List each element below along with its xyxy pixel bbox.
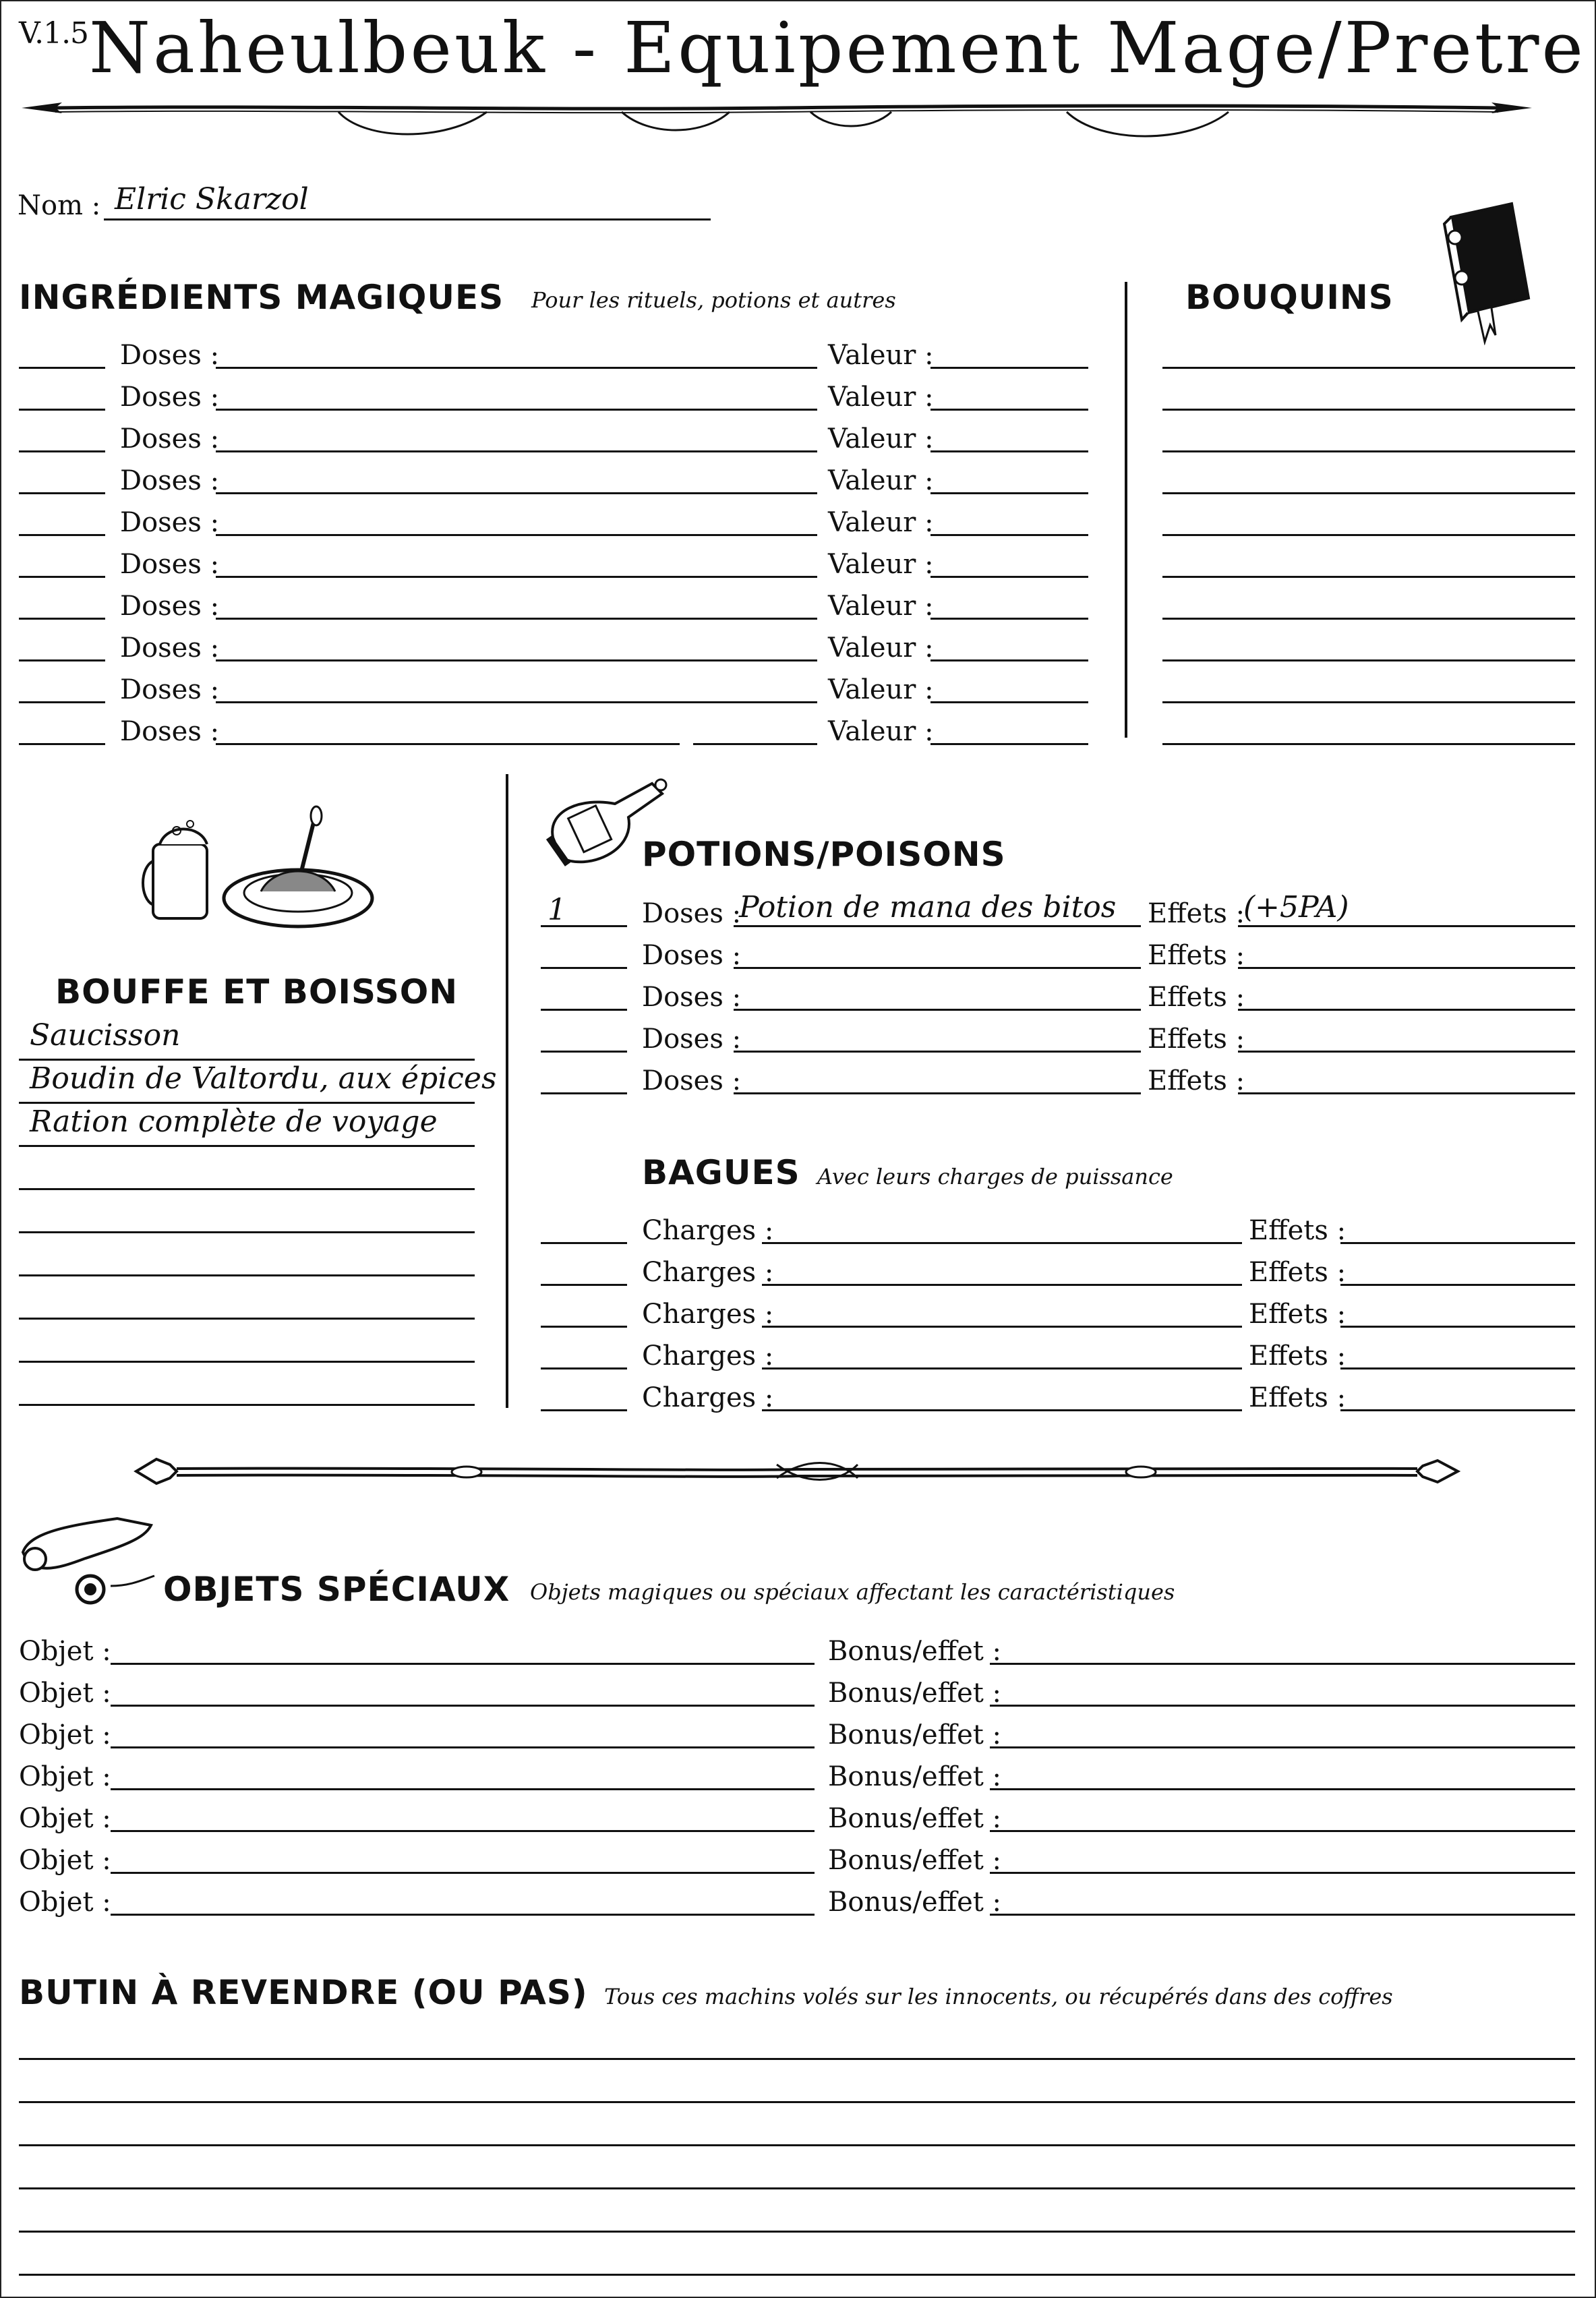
value-label: Valeur : <box>828 465 934 496</box>
effects-label: Effets : <box>1148 1024 1245 1055</box>
book-line <box>1162 701 1575 703</box>
bonus-label: Bonus/effet : <box>828 1887 1002 1918</box>
doses-label: Doses : <box>120 549 220 580</box>
ring-charges-line <box>762 1284 1242 1286</box>
potion-qty-line <box>541 1009 627 1011</box>
object-line <box>111 1830 815 1832</box>
bonus-line <box>990 1914 1575 1916</box>
food-line <box>19 1188 475 1190</box>
effects-label: Effets : <box>1249 1340 1347 1372</box>
wizard-staff-icon <box>129 1451 1465 1498</box>
book-line <box>1162 492 1575 494</box>
doses-label: Doses : <box>120 382 220 413</box>
ring-qty-line <box>541 1409 627 1411</box>
effects-label: Effets : <box>1148 1065 1245 1096</box>
potion-effect-line <box>1238 1092 1575 1094</box>
object-line <box>111 1872 815 1874</box>
effects-label: Effets : <box>1148 898 1245 929</box>
potions-title: POTIONS/POISONS <box>642 835 1006 874</box>
ingredient-value-line <box>930 618 1088 620</box>
object-label: Objet : <box>19 1678 111 1709</box>
charges-label: Charges : <box>642 1299 774 1330</box>
loot-line <box>19 2231 1575 2233</box>
ingredient-name-line <box>216 701 817 703</box>
food-plate-icon <box>140 804 376 939</box>
ingredient-value-line <box>930 659 1088 661</box>
ring-effect-line <box>1340 1326 1575 1328</box>
ingredient-qty-line <box>19 367 105 369</box>
potion-name-line <box>734 1009 1141 1011</box>
ingredient-value-line <box>930 492 1088 494</box>
potion-qty-line <box>541 1051 627 1053</box>
doses-label: Doses : <box>120 465 220 496</box>
bonus-line <box>990 1663 1575 1665</box>
ring-qty-line <box>541 1242 627 1244</box>
bonus-label: Bonus/effet : <box>828 1678 1002 1709</box>
food-line <box>19 1145 475 1147</box>
ingredient-name-line <box>216 618 817 620</box>
loot-line <box>19 2187 1575 2189</box>
loot-line <box>19 2274 1575 2276</box>
potion-name-line <box>734 925 1141 927</box>
ingredients-title: INGRÉDIENTS MAGIQUES <box>19 278 504 317</box>
object-line <box>111 1705 815 1707</box>
name-value[interactable]: Elric Skarzol <box>115 182 309 216</box>
rings-subtitle: Avec leurs charges de puissance <box>817 1164 1173 1189</box>
name-line <box>104 218 711 220</box>
effects-label: Effets : <box>1148 940 1245 971</box>
object-label: Objet : <box>19 1636 111 1667</box>
food-line <box>19 1102 475 1104</box>
ingredient-value-line <box>930 576 1088 578</box>
charges-label: Charges : <box>642 1215 774 1246</box>
food-entry[interactable]: Boudin de Valtordu, aux épices <box>30 1061 497 1096</box>
book-line <box>1162 450 1575 452</box>
loot-line <box>19 2058 1575 2060</box>
food-line <box>19 1404 475 1406</box>
doses-label: Doses : <box>120 340 220 371</box>
value-label: Valeur : <box>828 340 934 371</box>
ingredient-value-line <box>930 701 1088 703</box>
ring-qty-line <box>541 1284 627 1286</box>
book-line <box>1162 659 1575 661</box>
column-divider <box>1125 282 1127 738</box>
object-label: Objet : <box>19 1719 111 1750</box>
ingredient-qty-line <box>19 409 105 411</box>
potion-qty-line <box>541 1092 627 1094</box>
bonus-label: Bonus/effet : <box>828 1761 1002 1792</box>
ingredient-value-line <box>930 450 1088 452</box>
potion-effect[interactable]: (+5PA) <box>1243 890 1349 924</box>
rings-title: BAGUES <box>642 1153 800 1192</box>
ingredient-value-line <box>930 534 1088 536</box>
ingredient-name-line <box>693 743 817 745</box>
value-label: Valeur : <box>828 674 934 705</box>
ring-charges-line <box>762 1409 1242 1411</box>
bonus-line <box>990 1872 1575 1874</box>
doses-label: Doses : <box>120 423 220 454</box>
loot-subtitle: Tous ces machins volés sur les innocents, ou récupérés dans des coffres <box>604 1984 1393 2009</box>
ring-charges-line <box>762 1367 1242 1369</box>
ingredient-name-line <box>216 743 680 745</box>
ingredient-name-line <box>216 409 817 411</box>
ring-effect-line <box>1340 1284 1575 1286</box>
loot-title: BUTIN À REVENDRE (OU PAS) <box>19 1973 588 2012</box>
ingredient-qty-line <box>19 492 105 494</box>
bonus-label: Bonus/effet : <box>828 1719 1002 1750</box>
loot-line <box>19 2144 1575 2146</box>
middle-divider <box>506 774 508 1408</box>
ingredient-name-line <box>216 576 817 578</box>
ingredient-qty-line <box>19 743 105 745</box>
food-line <box>19 1231 475 1233</box>
food-entry[interactable]: Ration complète de voyage <box>30 1104 438 1139</box>
food-title: BOUFFE ET BOISSON <box>55 972 459 1011</box>
ring-qty-line <box>541 1367 627 1369</box>
loot-line <box>19 2101 1575 2103</box>
doses-label: Doses : <box>642 898 742 929</box>
ring-effect-line <box>1340 1409 1575 1411</box>
ingredient-value-line <box>930 409 1088 411</box>
effects-label: Effets : <box>1249 1215 1347 1246</box>
potion-effect-line <box>1238 1051 1575 1053</box>
potion-qty-line <box>541 967 627 969</box>
book-line <box>1162 367 1575 369</box>
ingredient-qty-line <box>19 450 105 452</box>
books-title: BOUQUINS <box>1185 278 1394 317</box>
bonus-label: Bonus/effet : <box>828 1803 1002 1834</box>
version-label: V.1.5 <box>19 16 89 51</box>
scroll-ring-icon <box>16 1512 158 1620</box>
effects-label: Effets : <box>1249 1299 1347 1330</box>
ring-charges-line <box>762 1326 1242 1328</box>
ingredient-name-line <box>216 534 817 536</box>
name-label: Nom : <box>18 190 101 221</box>
doses-label: Doses : <box>120 674 220 705</box>
bonus-line <box>990 1746 1575 1748</box>
doses-label: Doses : <box>120 507 220 538</box>
food-line <box>19 1274 475 1276</box>
ring-qty-line <box>541 1326 627 1328</box>
potion-qty-line <box>541 925 627 927</box>
potion-effect-line <box>1238 925 1575 927</box>
bonus-line <box>990 1830 1575 1832</box>
book-line <box>1162 534 1575 536</box>
book-line <box>1162 576 1575 578</box>
ring-effect-line <box>1340 1242 1575 1244</box>
doses-label: Doses : <box>642 940 742 971</box>
value-label: Valeur : <box>828 382 934 413</box>
value-label: Valeur : <box>828 423 934 454</box>
book-line <box>1162 743 1575 745</box>
doses-label: Doses : <box>120 716 220 747</box>
ingredient-name-line <box>216 450 817 452</box>
spear-icon <box>15 88 1545 148</box>
ingredient-qty-line <box>19 659 105 661</box>
food-line <box>19 1318 475 1320</box>
potion-name-line <box>734 1092 1141 1094</box>
charges-label: Charges : <box>642 1340 774 1372</box>
book-line <box>1162 618 1575 620</box>
object-line <box>111 1914 815 1916</box>
special-title: OBJETS SPÉCIAUX <box>163 1570 510 1609</box>
potion-effect-line <box>1238 1009 1575 1011</box>
value-label: Valeur : <box>828 591 934 622</box>
doses-label: Doses : <box>120 591 220 622</box>
ring-charges-line <box>762 1242 1242 1244</box>
object-label: Objet : <box>19 1887 111 1918</box>
potion-name[interactable]: Potion de mana des bitos <box>739 890 1117 924</box>
doses-label: Doses : <box>642 1065 742 1096</box>
bonus-line <box>990 1788 1575 1790</box>
value-label: Valeur : <box>828 507 934 538</box>
object-label: Objet : <box>19 1761 111 1792</box>
ring-effect-line <box>1340 1367 1575 1369</box>
object-label: Objet : <box>19 1803 111 1834</box>
object-line <box>111 1788 815 1790</box>
object-line <box>111 1663 815 1665</box>
effects-label: Effets : <box>1249 1257 1347 1288</box>
doses-label: Doses : <box>642 1024 742 1055</box>
ingredient-name-line <box>216 659 817 661</box>
bonus-label: Bonus/effet : <box>828 1845 1002 1876</box>
ingredient-name-line <box>216 492 817 494</box>
bonus-label: Bonus/effet : <box>828 1636 1002 1667</box>
bonus-line <box>990 1705 1575 1707</box>
spellbook-icon <box>1438 197 1539 345</box>
special-subtitle: Objets magiques ou spéciaux affectant les caractéristiques <box>530 1579 1175 1605</box>
charges-label: Charges : <box>642 1257 774 1288</box>
ingredient-value-line <box>930 743 1088 745</box>
potion-effect-line <box>1238 967 1575 969</box>
effects-label: Effets : <box>1148 982 1245 1013</box>
object-label: Objet : <box>19 1845 111 1876</box>
ingredient-qty-line <box>19 576 105 578</box>
food-line <box>19 1361 475 1363</box>
page-title: Naheulbeuk - Equipement Mage/Pretre <box>89 7 1586 89</box>
value-label: Valeur : <box>828 716 934 747</box>
potion-qty[interactable]: 1 <box>548 893 566 927</box>
effects-label: Effets : <box>1249 1382 1347 1413</box>
doses-label: Doses : <box>642 982 742 1013</box>
book-line <box>1162 409 1575 411</box>
charges-label: Charges : <box>642 1382 774 1413</box>
ingredients-subtitle: Pour les rituels, potions et autres <box>531 287 896 313</box>
value-label: Valeur : <box>828 632 934 664</box>
potion-name-line <box>734 967 1141 969</box>
doses-label: Doses : <box>120 632 220 664</box>
ingredient-value-line <box>930 367 1088 369</box>
ingredient-qty-line <box>19 701 105 703</box>
object-line <box>111 1746 815 1748</box>
ingredient-qty-line <box>19 534 105 536</box>
value-label: Valeur : <box>828 549 934 580</box>
potion-name-line <box>734 1051 1141 1053</box>
ingredient-name-line <box>216 367 817 369</box>
ingredient-qty-line <box>19 618 105 620</box>
food-line <box>19 1059 475 1061</box>
food-entry[interactable]: Saucisson <box>30 1018 181 1053</box>
